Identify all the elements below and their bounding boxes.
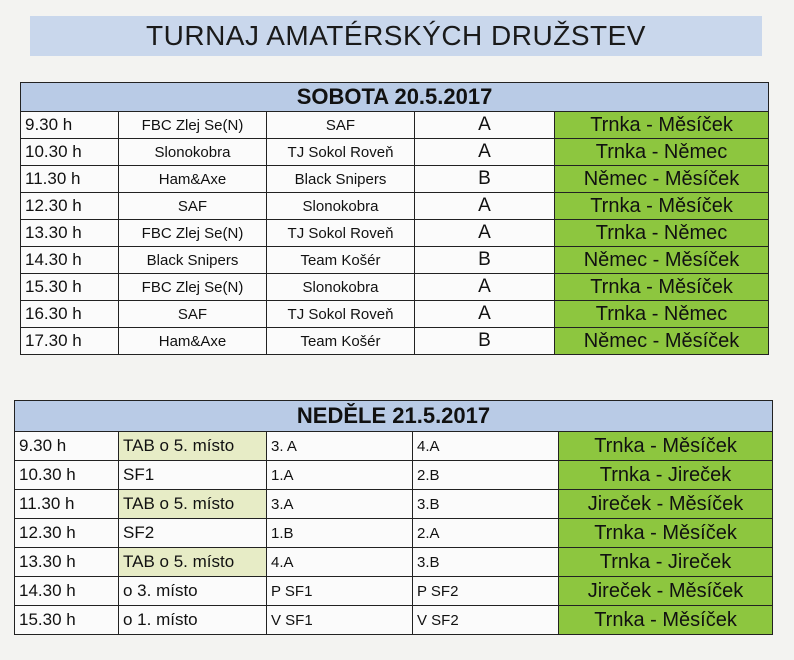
referees: Trnka - Němec <box>555 301 769 328</box>
match-stage: SF2 <box>119 519 267 548</box>
table-row <box>21 112 769 139</box>
saturday-heading: SOBOTA 20.5.2017 <box>21 83 769 112</box>
away-team: TJ Sokol Roveň <box>267 139 415 166</box>
team-two: V SF2 <box>413 606 559 635</box>
team-two: 2.B <box>413 461 559 490</box>
referees: Trnka - Měsíček <box>555 193 769 220</box>
referees: Trnka - Jireček <box>559 548 773 577</box>
table-row <box>15 577 773 606</box>
referees: Trnka - Měsíček <box>559 432 773 461</box>
match-time: 17.30 h <box>21 328 119 355</box>
group-label: A <box>415 193 555 220</box>
saturday-schedule-table <box>20 82 769 355</box>
table-row <box>21 301 769 328</box>
table-row <box>15 490 773 519</box>
match-stage: TAB o 5. místo <box>119 548 267 577</box>
sunday-schedule-table <box>14 400 773 635</box>
team-one: 1.A <box>267 461 413 490</box>
home-team: FBC Zlej Se(N) <box>119 112 267 139</box>
page-title: TURNAJ AMATÉRSKÝCH DRUŽSTEV <box>30 16 762 56</box>
match-time: 9.30 h <box>21 112 119 139</box>
sunday-heading: NEDĚLE 21.5.2017 <box>15 401 773 432</box>
group-label: A <box>415 139 555 166</box>
group-label: A <box>415 112 555 139</box>
home-team: Slonokobra <box>119 139 267 166</box>
match-stage: o 3. místo <box>119 577 267 606</box>
away-team: Slonokobra <box>267 193 415 220</box>
referees: Trnka - Jireček <box>559 461 773 490</box>
table-row <box>21 274 769 301</box>
match-time: 14.30 h <box>21 247 119 274</box>
team-one: V SF1 <box>267 606 413 635</box>
referees: Trnka - Měsíček <box>555 274 769 301</box>
group-label: B <box>415 328 555 355</box>
home-team: FBC Zlej Se(N) <box>119 274 267 301</box>
group-label: B <box>415 247 555 274</box>
match-time: 15.30 h <box>21 274 119 301</box>
table-row <box>21 166 769 193</box>
match-time: 14.30 h <box>15 577 119 606</box>
group-label: B <box>415 166 555 193</box>
match-time: 16.30 h <box>21 301 119 328</box>
match-time: 10.30 h <box>15 461 119 490</box>
table-row <box>21 328 769 355</box>
team-two: 2.A <box>413 519 559 548</box>
table-row <box>15 461 773 490</box>
referees: Trnka - Měsíček <box>559 519 773 548</box>
match-time: 10.30 h <box>21 139 119 166</box>
group-label: A <box>415 220 555 247</box>
team-one: 3.A <box>267 490 413 519</box>
match-stage: TAB o 5. místo <box>119 490 267 519</box>
referees: Jireček - Měsíček <box>559 490 773 519</box>
away-team: Team Košér <box>267 328 415 355</box>
match-time: 13.30 h <box>15 548 119 577</box>
table-row <box>15 432 773 461</box>
team-two: 3.B <box>413 490 559 519</box>
match-stage: o 1. místo <box>119 606 267 635</box>
table-row <box>21 193 769 220</box>
referees: Němec - Měsíček <box>555 247 769 274</box>
group-label: A <box>415 301 555 328</box>
referees: Trnka - Měsíček <box>559 606 773 635</box>
table-row <box>21 247 769 274</box>
referees: Trnka - Němec <box>555 139 769 166</box>
away-team: Team Košér <box>267 247 415 274</box>
referees: Němec - Měsíček <box>555 166 769 193</box>
referees: Němec - Měsíček <box>555 328 769 355</box>
referees: Trnka - Němec <box>555 220 769 247</box>
away-team: TJ Sokol Roveň <box>267 220 415 247</box>
home-team: FBC Zlej Se(N) <box>119 220 267 247</box>
home-team: Black Snipers <box>119 247 267 274</box>
table-row <box>15 606 773 635</box>
table-row <box>15 519 773 548</box>
away-team: SAF <box>267 112 415 139</box>
away-team: Slonokobra <box>267 274 415 301</box>
team-two: P SF2 <box>413 577 559 606</box>
home-team: Ham&Axe <box>119 166 267 193</box>
team-two: 4.A <box>413 432 559 461</box>
referees: Jireček - Měsíček <box>559 577 773 606</box>
team-one: 1.B <box>267 519 413 548</box>
match-time: 15.30 h <box>15 606 119 635</box>
match-time: 9.30 h <box>15 432 119 461</box>
home-team: SAF <box>119 301 267 328</box>
match-stage: TAB o 5. místo <box>119 432 267 461</box>
referees: Trnka - Měsíček <box>555 112 769 139</box>
match-stage: SF1 <box>119 461 267 490</box>
team-one: 3. A <box>267 432 413 461</box>
match-time: 11.30 h <box>15 490 119 519</box>
team-one: P SF1 <box>267 577 413 606</box>
team-one: 4.A <box>267 548 413 577</box>
match-time: 13.30 h <box>21 220 119 247</box>
match-time: 12.30 h <box>21 193 119 220</box>
match-time: 11.30 h <box>21 166 119 193</box>
match-time: 12.30 h <box>15 519 119 548</box>
table-row <box>21 220 769 247</box>
table-row <box>21 139 769 166</box>
home-team: Ham&Axe <box>119 328 267 355</box>
away-team: Black Snipers <box>267 166 415 193</box>
away-team: TJ Sokol Roveň <box>267 301 415 328</box>
table-row <box>15 548 773 577</box>
team-two: 3.B <box>413 548 559 577</box>
group-label: A <box>415 274 555 301</box>
home-team: SAF <box>119 193 267 220</box>
